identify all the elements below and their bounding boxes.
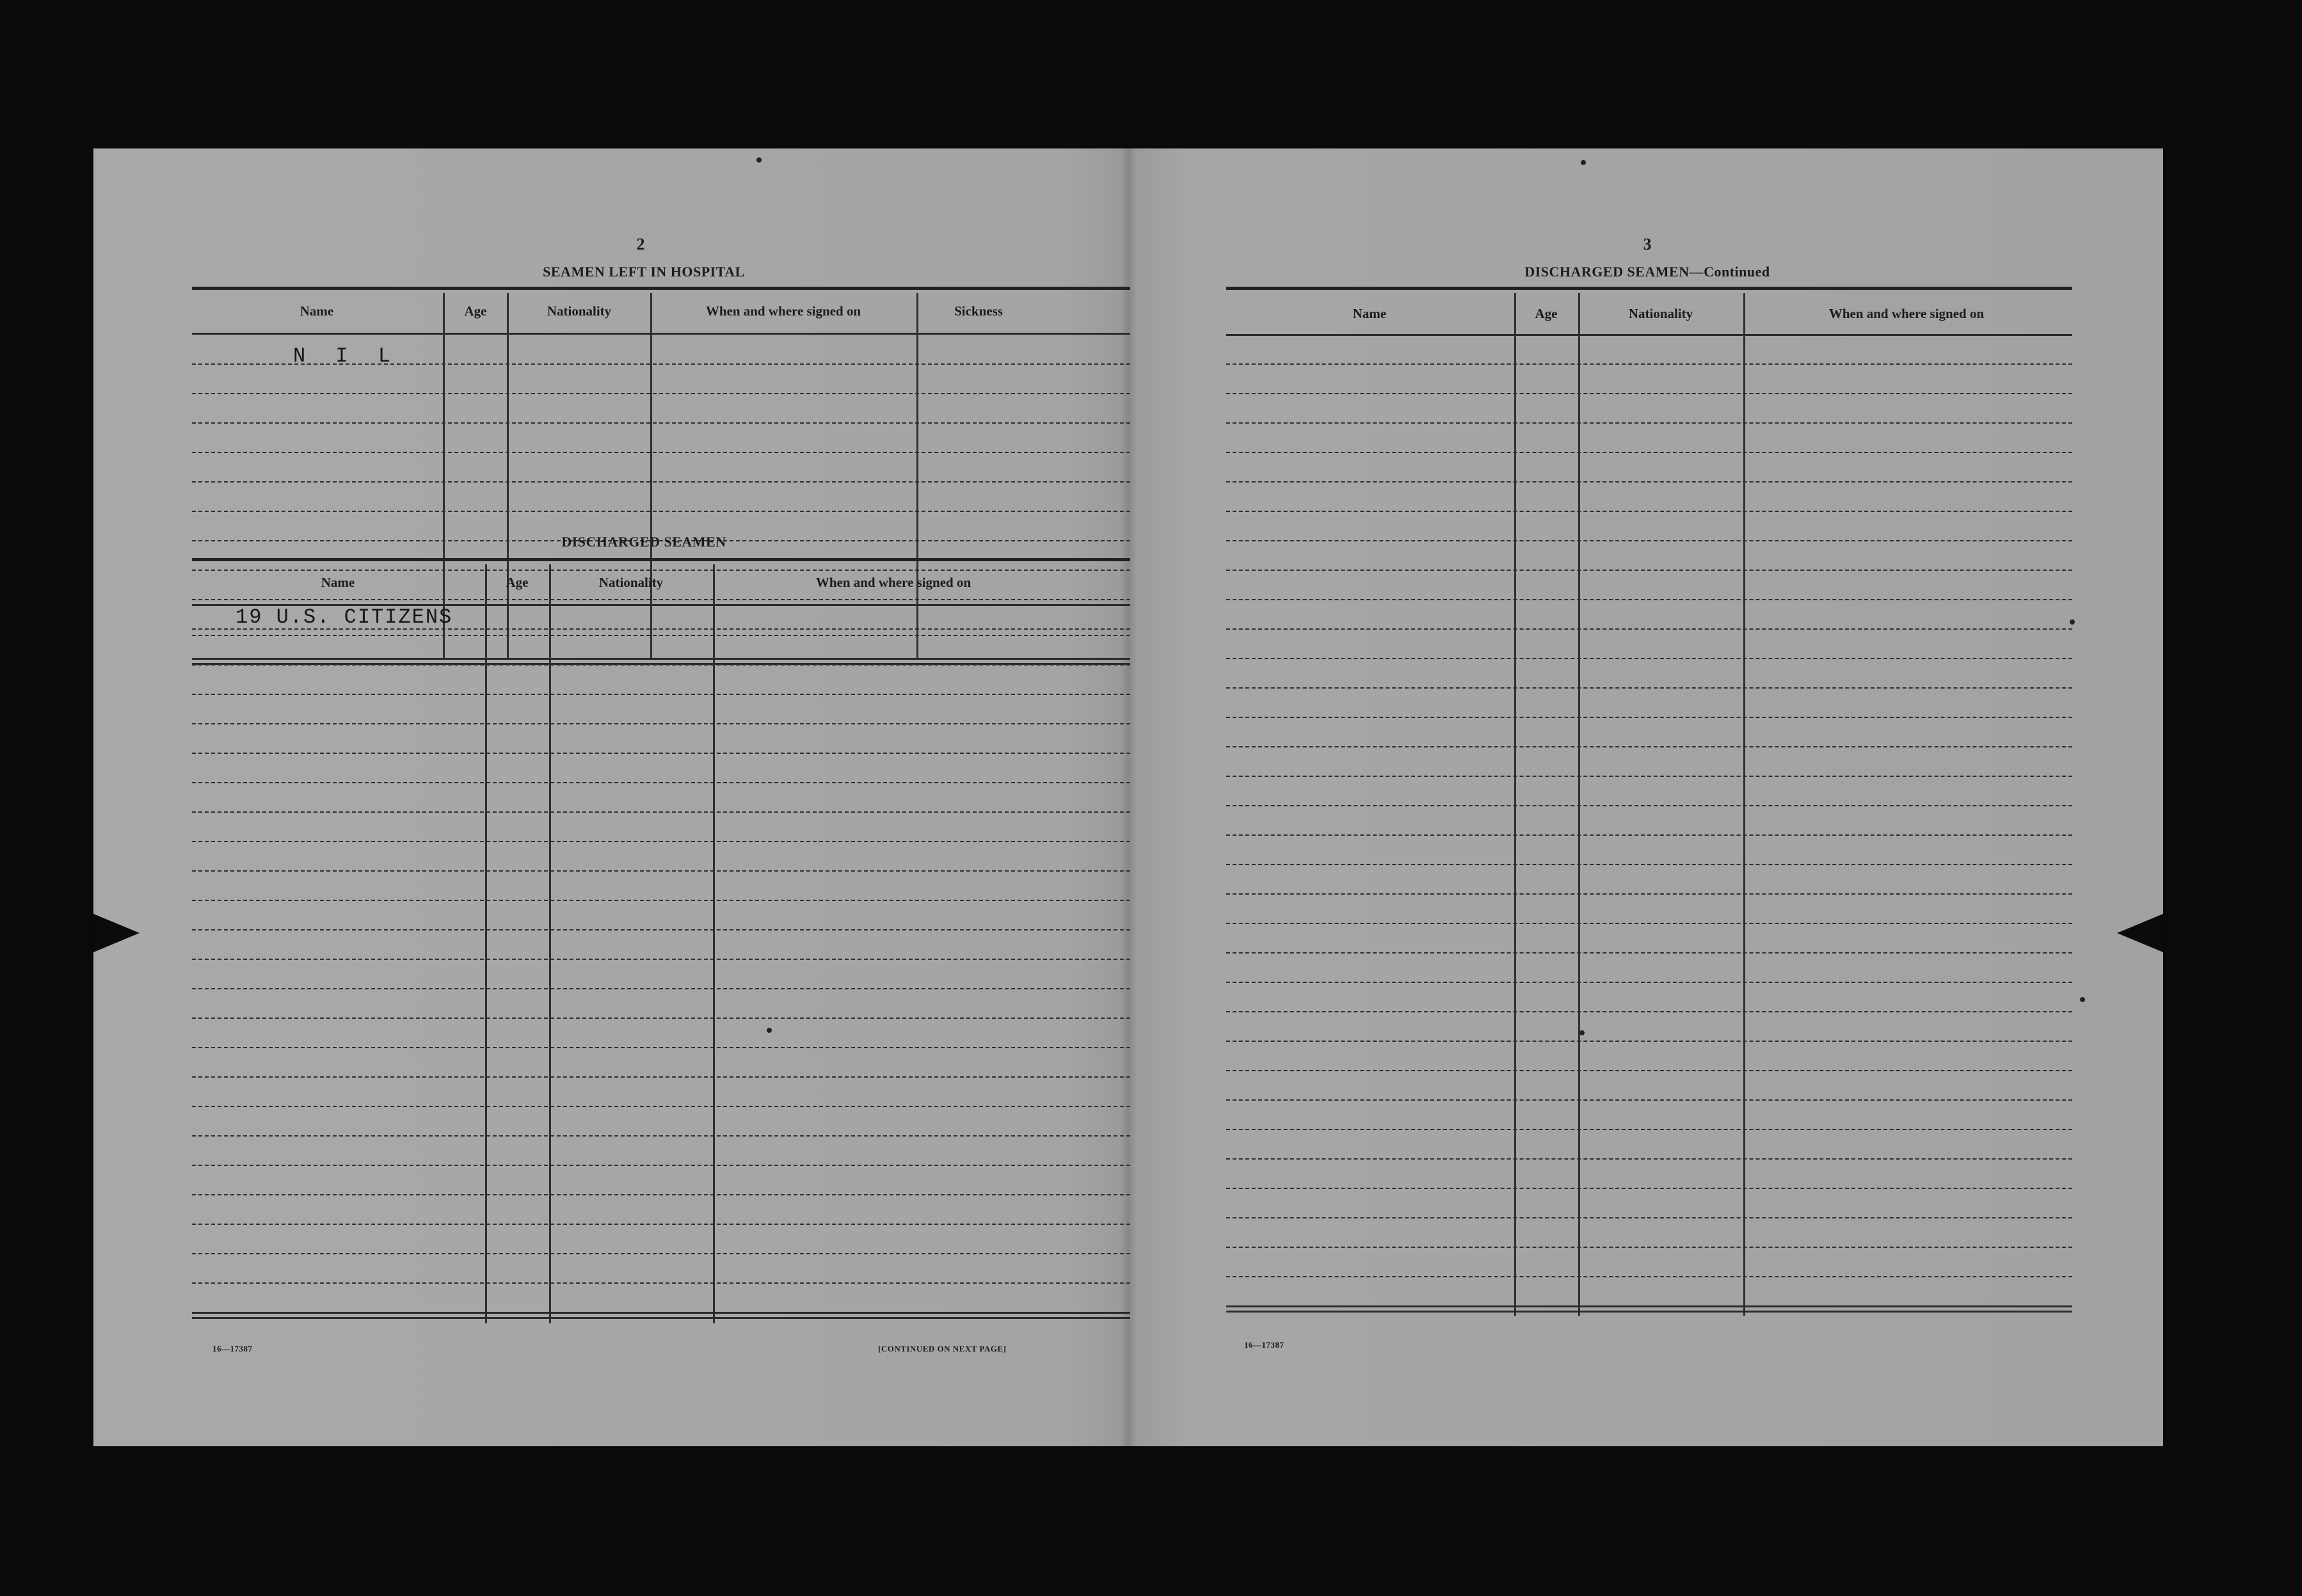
hospital-bottom-rule <box>192 658 1130 660</box>
table-row-line <box>192 363 1130 365</box>
table-row-line <box>1226 923 2072 924</box>
punch-mark <box>1579 1030 1585 1035</box>
table-row-line <box>192 988 1130 989</box>
table-row-line <box>192 1135 1130 1137</box>
continued-bottom-rule <box>1226 1305 2072 1307</box>
table-row-line <box>1226 717 2072 718</box>
table-row-line <box>1226 1011 2072 1012</box>
table-row-line <box>1226 1158 2072 1160</box>
table-row-line <box>1226 658 2072 659</box>
column-header-signed-on: When and where signed on <box>815 575 971 590</box>
table-row-line <box>192 782 1130 783</box>
column-header-signed-on: When and where signed on <box>705 303 861 319</box>
table-row-line <box>1226 1247 2072 1248</box>
column-header-nationality: Nationality <box>598 575 664 590</box>
document-sheet <box>93 148 2163 1446</box>
column-divider <box>713 564 715 1323</box>
table-row-line <box>192 1076 1130 1078</box>
hospital-header-rule <box>192 333 1130 335</box>
table-row-line <box>192 511 1130 512</box>
table-row-line <box>192 1194 1130 1195</box>
column-header-nationality: Nationality <box>1628 306 1693 321</box>
table-row-line <box>192 481 1130 483</box>
column-divider <box>549 564 551 1323</box>
table-row-line <box>192 694 1130 695</box>
table-row-line <box>192 635 1130 636</box>
column-header-sickness: Sickness <box>954 303 1003 319</box>
column-header-name: Name <box>1352 306 1387 321</box>
continued-header-rule <box>1226 334 2072 336</box>
column-header-age: Age <box>464 303 487 319</box>
table-row-line <box>1226 599 2072 600</box>
table-row-line <box>1226 363 2072 365</box>
hospital-top-rule <box>192 287 1130 290</box>
column-divider <box>485 564 487 1323</box>
table-row-line <box>1226 570 2072 571</box>
punch-mark <box>1581 160 1586 165</box>
table-row-line <box>192 870 1130 872</box>
continued-top-rule <box>1226 287 2072 290</box>
punch-mark <box>2070 619 2075 625</box>
table-row-line <box>1226 452 2072 453</box>
table-row-line <box>192 422 1130 424</box>
table-row-line <box>1226 1276 2072 1277</box>
table-row-line <box>192 900 1130 901</box>
table-row-line <box>1226 393 2072 394</box>
discharged-top-rule <box>192 558 1130 561</box>
table-row-line <box>192 1253 1130 1254</box>
continued-bottom-rule <box>1226 1311 2072 1313</box>
table-row-line <box>192 1224 1130 1225</box>
table-row-line <box>192 664 1130 666</box>
column-header-age: Age <box>1535 306 1558 321</box>
discharged-bottom-rule <box>192 1317 1130 1319</box>
table-row-line <box>192 723 1130 724</box>
left-page <box>93 148 1120 1446</box>
table-row-line <box>192 570 1130 571</box>
column-divider <box>1578 293 1580 1316</box>
table-row-line <box>192 811 1130 813</box>
punch-mark <box>2080 997 2085 1002</box>
table-row-line <box>1226 776 2072 777</box>
page-number: 2 <box>636 235 645 253</box>
table-row-line <box>1226 1217 2072 1218</box>
punch-mark <box>767 1028 772 1033</box>
column-divider <box>1514 293 1516 1316</box>
right-page <box>1137 148 2163 1446</box>
table-row-line <box>1226 952 2072 954</box>
column-header-name: Name <box>321 575 355 590</box>
table-row-line <box>192 452 1130 453</box>
table-row-line <box>1226 893 2072 895</box>
hospital-entry: N I L <box>293 344 400 368</box>
column-divider <box>1743 293 1745 1316</box>
form-number: 16—17387 <box>1244 1340 1284 1350</box>
table-row-line <box>192 929 1130 930</box>
table-row-line <box>1226 1099 2072 1101</box>
table-row-line <box>192 1017 1130 1019</box>
column-header-age: Age <box>506 575 529 590</box>
table-row-line <box>192 841 1130 842</box>
form-number: 16—17387 <box>212 1344 253 1353</box>
table-row-line <box>1226 805 2072 806</box>
table-row-line <box>1226 746 2072 747</box>
table-row-line <box>192 1106 1130 1107</box>
column-header-name: Name <box>300 303 334 319</box>
table-row-line <box>1226 481 2072 483</box>
table-row-line <box>192 393 1130 394</box>
column-header-nationality: Nationality <box>547 303 612 319</box>
table-row-line <box>192 959 1130 960</box>
table-row-line <box>1226 422 2072 424</box>
discharged-continued-title: DISCHARGED SEAMEN—Continued <box>1524 264 1770 280</box>
table-row-line <box>1226 687 2072 689</box>
center-fold <box>1120 148 1137 1446</box>
table-row-line <box>1226 982 2072 983</box>
table-row-line <box>192 1165 1130 1166</box>
table-row-line <box>1226 628 2072 630</box>
table-row-line <box>1226 1129 2072 1130</box>
table-row-line <box>1226 540 2072 541</box>
page-number: 3 <box>1643 235 1652 253</box>
table-row-line <box>1226 834 2072 836</box>
discharged-section-title: DISCHARGED SEAMEN <box>561 534 726 550</box>
table-row-line <box>1226 864 2072 865</box>
table-row-line <box>1226 1070 2072 1071</box>
table-row-line <box>192 1282 1130 1284</box>
hospital-section-title: SEAMEN LEFT IN HOSPITAL <box>543 264 745 280</box>
punch-mark <box>756 157 762 163</box>
table-row-line <box>1226 511 2072 512</box>
table-row-line <box>192 753 1130 754</box>
discharged-entry: 19 U.S. CITIZENS <box>236 605 453 629</box>
column-header-signed-on: When and where signed on <box>1828 306 1985 321</box>
table-row-line <box>1226 1041 2072 1042</box>
discharged-bottom-rule <box>192 1312 1130 1314</box>
table-row-line <box>192 599 1130 600</box>
table-row-line <box>192 1047 1130 1048</box>
continued-note: [CONTINUED ON NEXT PAGE] <box>878 1344 1007 1353</box>
table-row-line <box>1226 1188 2072 1189</box>
